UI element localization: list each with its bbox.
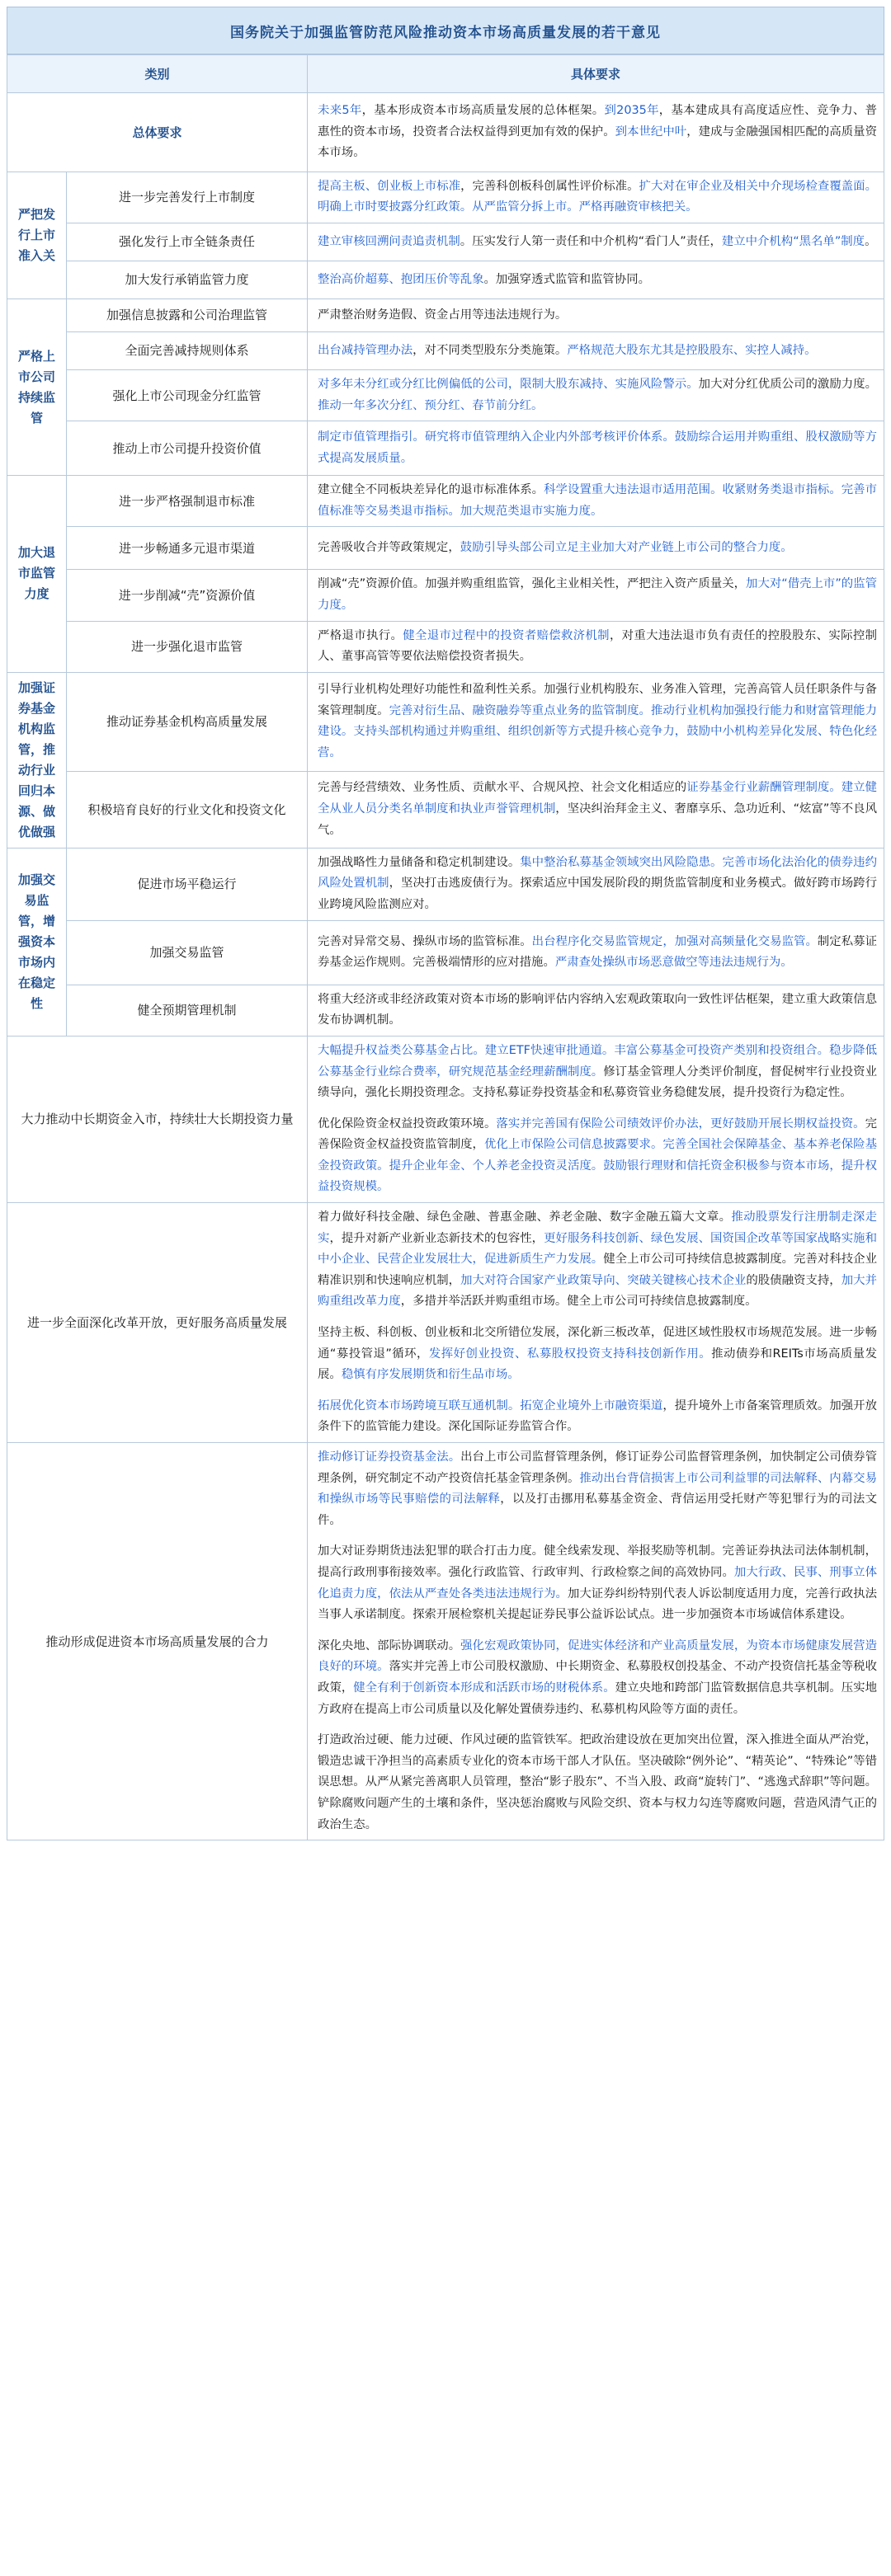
item-content xyxy=(308,621,884,672)
highlight-text: 到本世纪中叶 xyxy=(615,125,687,139)
item-label: 促进市场平稳运行 xyxy=(67,848,308,920)
body-text: 坚持主板、科创板、创业板和北交所错位发展，深化新三板改革，促进区域性股权市场规范发展。进一步畅通“募投管退”循环， xyxy=(318,1326,877,1361)
body-text: 引导行业机构处理好功能性和盈利性关系。加强行业机构股东、业务准入管理，完善高管人员任职条件与备案管理制度。 xyxy=(318,683,877,717)
body-text: 加大对证券期货违法犯罪的联合打击力度。健全线索发现、举报奖励等机制。完善证券执法司法体制机制，提高行政刑事衔接效率。强化行政监管、行政审判、行政检察之间的高效协同。 xyxy=(318,1544,877,1579)
body-text: 加大对分红优质公司的激励力度。 xyxy=(698,377,877,391)
wide-row xyxy=(7,1443,884,1840)
body-text: 完善保险资金权益投资监管制度， xyxy=(318,1116,877,1152)
highlight-text: 健全退市过程中的投资者赔偿救济机制 xyxy=(403,628,610,642)
highlight-text: 优化上市保险公司信息披露要求。完善全国社会保障基金、基本养老保险基金投资政策。提升企业年金、个人养老金投资灵活度。鼓励银行理财和信托资金积极参与资本市场，提升权益投资规模。 xyxy=(318,1138,877,1194)
highlight-text: 强化宏观政策协同，促进实体经济和产业高质量发展，为资本市场健康发展营造良好的环境。 xyxy=(318,1638,877,1674)
group-label: 加大退市监管力度 xyxy=(7,476,67,673)
body-text: 削减“壳”资源价值。加强并购重组监管，强化主业相关性，严把注入资产质量关， xyxy=(318,577,747,591)
item-content xyxy=(308,476,884,527)
wide-content xyxy=(308,1203,884,1443)
body-text: ，多措并举活跃并购重组市场。健全上市公司可持续信息披露制度。 xyxy=(400,1295,757,1309)
body-text: 建立央地和跨部门监管数据信息共享机制。压实地方政府在提高上市公司质量以及化解处置债券违约、私募机构风险等方面的责任。 xyxy=(318,1681,877,1716)
wide-content xyxy=(308,1036,884,1202)
body-text: ，对不同类型股东分类施策。 xyxy=(412,343,568,357)
header-category: 类别 xyxy=(7,55,308,93)
highlight-text: 更好服务科技创新、绿色发展、国资国企改革等国家战略实施和中小企业、民营企业发展壮大，促进新质生产力发展。 xyxy=(318,1231,877,1267)
wide-row xyxy=(7,1036,884,1202)
highlight-text: 推动股票发行注册制走深走实 xyxy=(318,1210,877,1245)
policy-row xyxy=(7,172,884,223)
highlight-text: 出台程序化交易监管规定，加强对高频量化交易监管。 xyxy=(531,934,818,948)
policy-row xyxy=(7,298,884,331)
item-label: 进一步削减“壳”资源价值 xyxy=(67,570,308,621)
policy-row xyxy=(7,369,884,421)
body-text: 严格退市执行。 xyxy=(318,628,403,642)
body-text: 完善对异常交易、操纵市场的监管标准。 xyxy=(318,934,532,948)
body-text: ，以及打击挪用私募基金资金、背信运用受托财产等犯罪行为的司法文件。 xyxy=(318,1492,877,1527)
highlight-text: 落实并完善国有保险公司绩效评价办法，更好鼓励开展长期权益投资。 xyxy=(496,1116,865,1131)
body-text: ，提升境外上市备案管理质效。加强开放条件下的监管能力建设。深化国际证券监管合作。 xyxy=(318,1398,877,1434)
body-text: 完善吸收合并等政策规定， xyxy=(318,541,460,555)
body-text: 的股债融资支持， xyxy=(746,1273,842,1287)
highlight-text: 出台减持管理办法 xyxy=(318,343,413,357)
paragraph xyxy=(318,1730,877,1836)
body-text: ，基本建成具有高度适应性、竞争力、普惠性的资本市场，投资者合法权益得到更加有效的保护。 xyxy=(318,104,877,139)
body-text: 。压实发行人第一责任和中介机构“看门人”责任， xyxy=(460,234,722,248)
policy-row xyxy=(7,672,884,771)
item-label: 加强交易监管 xyxy=(67,920,308,985)
item-label: 全面完善减持规则体系 xyxy=(67,331,308,369)
policy-row xyxy=(7,570,884,621)
policy-row xyxy=(7,527,884,570)
body-text: ，建成与金融强国相匹配的高质量资本市场。 xyxy=(318,125,877,160)
body-text: 出台上市公司监督管理条例，修订证券公司监督管理条例，加快制定公司债券管理条例，研究制定不动产投资信托基金管理条例。 xyxy=(318,1450,877,1485)
item-label: 进一步强化退市监管 xyxy=(67,621,308,672)
policy-row xyxy=(7,331,884,369)
policy-row xyxy=(7,771,884,848)
item-content xyxy=(308,570,884,621)
policy-row xyxy=(7,421,884,476)
highlight-text: 科学设置重大违法退市适用范围。收紧财务类退市指标。完善市值标准等交易类退市指标。加大规范类退市实施力度。 xyxy=(318,483,877,518)
paragraph xyxy=(318,1041,877,1104)
item-label: 推动证券基金机构高质量发展 xyxy=(67,672,308,771)
body-text: 深化央地、部际协调联动。 xyxy=(318,1638,461,1652)
policy-row xyxy=(7,223,884,261)
body-text: 严肃整治财务造假、资金占用等违法违规行为。 xyxy=(318,308,568,322)
item-content xyxy=(308,920,884,985)
overall-label: 总体要求 xyxy=(7,93,308,172)
item-content xyxy=(308,421,884,476)
table-header-row xyxy=(7,55,884,93)
body-text: 完善与经营绩效、业务性质、贡献水平、合规风控、社会文化相适应的 xyxy=(318,781,687,795)
group-label: 严格上市公司持续监管 xyxy=(7,298,67,475)
paragraph xyxy=(318,1541,877,1625)
highlight-text: 制定市值管理指引。研究将市值管理纳入企业内外部考核评价体系。鼓励综合运用并购重组、股权激励等方式提高发展质量。 xyxy=(318,430,877,465)
highlight-text: 推动一年多次分红、预分红、春节前分红。 xyxy=(318,398,544,412)
item-content xyxy=(308,369,884,421)
header-requirements: 具体要求 xyxy=(308,55,884,93)
body-text: 着力做好科技金融、绿色金融、普惠金融、养老金融、数字金融五篇大文章。 xyxy=(318,1210,732,1225)
table-body xyxy=(7,93,884,1840)
body-text: 推动债券和REITs市场高质量发展。 xyxy=(318,1347,877,1382)
body-text: 修订基金管理人分类评价制度，督促树牢行业投资业绩导向，强化长期投资理念。支持私募证券投资基金和私募资管业务稳健发展，提升投资行为稳定性。 xyxy=(318,1065,877,1100)
body-text: ，提升对新产业新业态新技术的包容性， xyxy=(329,1231,544,1245)
body-text: ，坚决打击逃废债行为。探索适应中国发展阶段的期货监管制度和业务模式。做好跨市场跨行业跨境风险监测应对。 xyxy=(318,877,877,912)
body-text: 。 xyxy=(865,234,877,248)
body-text: 落实并完善上市公司股权激励、中长期资金、私募股权创投基金、不动产投资信托基金等税收政策， xyxy=(318,1660,877,1695)
highlight-text: 加大对符合国家产业政策导向、突破关键核心技术企业 xyxy=(460,1273,747,1287)
paragraph xyxy=(318,1636,877,1720)
highlight-text: 鼓励引导头部公司立足主业加大对产业链上市公司的整合力度。 xyxy=(460,541,793,555)
body-text: 制定私募证券基金运作规则。完善极端情形的应对措施。 xyxy=(318,934,877,970)
item-label: 进一步严格强制退市标准 xyxy=(67,476,308,527)
item-content xyxy=(308,172,884,223)
body-text: 打造政治过硬、能力过硬、作风过硬的监管铁军。把政治建设放在更加突出位置，深入推进全面从严治党，锻造忠诚干净担当的高素质专业化的资本市场干部人才队伍。坚决破除“例外论”、“精英论”、“特殊论”等错误思想。从严从紧完善离职人员管理，整治“影子股东”、不当入股、政商“旋转门”、“逃逸式辞职”等问题。铲除腐败问题产生的土壤和条件，坚决惩治腐败与风险交织、资本与权力勾连等腐败问题，营造风清气正的政治生态。 xyxy=(318,1733,877,1831)
policy-row xyxy=(7,621,884,672)
wide-label: 推动形成促进资本市场高质量发展的合力 xyxy=(7,1443,308,1840)
highlight-text: 建立中介机构“黑名单”制度 xyxy=(721,234,865,248)
wide-row xyxy=(7,1203,884,1443)
highlight-text: 严肃查处操纵市场恶意做空等违法违规行为。 xyxy=(554,956,793,970)
highlight-text: 稳慎有序发展期货和衍生品市场。 xyxy=(341,1368,520,1382)
paragraph xyxy=(318,1323,877,1386)
body-text: ，坚决纠治拜金主义、奢靡享乐、急功近利、“炫富”等不良风气。 xyxy=(318,801,877,837)
overall-row xyxy=(7,93,884,172)
item-content xyxy=(308,298,884,331)
item-label: 进一步畅通多元退市渠道 xyxy=(67,527,308,570)
highlight-text: 对多年未分红或分红比例偏低的公司，限制大股东减持、实施风险警示。 xyxy=(318,377,699,391)
item-label: 强化上市公司现金分红监管 xyxy=(67,369,308,421)
item-label: 加强信息披露和公司治理监管 xyxy=(67,298,308,331)
policy-row xyxy=(7,985,884,1036)
overall-content xyxy=(308,93,884,172)
body-text: 加大证券纠纷特别代表人诉讼制度适用力度，完善行政执法当事人承诺制度。探索开展检察机关提起证券民事公益诉讼试点。进一步加强资本市场诚信体系建设。 xyxy=(318,1586,877,1622)
paragraph xyxy=(318,1396,877,1438)
wide-content xyxy=(308,1443,884,1840)
item-label: 推动上市公司提升投资价值 xyxy=(67,421,308,476)
body-text: 建立健全不同板块差异化的退市标准体系。 xyxy=(318,483,544,497)
wide-label: 进一步全面深化改革开放，更好服务高质量发展 xyxy=(7,1203,308,1443)
item-label: 进一步完善发行上市制度 xyxy=(67,172,308,223)
body-text: 将重大经济或非经济政策对资本市场的影响评估内容纳入宏观政策取向一致性评估框架，建立重大政策信息发布协调机制。 xyxy=(318,992,877,1027)
paragraph xyxy=(318,1207,877,1313)
item-content xyxy=(308,331,884,369)
highlight-text: 提高主板、创业板上市标准 xyxy=(318,179,461,193)
policy-row xyxy=(7,476,884,527)
body-text: ，完善科创板科创属性评价标准。 xyxy=(460,179,639,193)
wide-label: 大力推动中长期资金入市，持续壮大长期投资力量 xyxy=(7,1036,308,1202)
policy-table xyxy=(7,54,884,1840)
highlight-text: 加大对“借壳上市”的监管力度。 xyxy=(318,577,877,612)
highlight-text: 未来5年 xyxy=(318,104,362,117)
highlight-text: 加大行政、民事、刑事立体化追责力度，依法从严查处各类违法违规行为。 xyxy=(318,1565,877,1601)
item-content xyxy=(308,771,884,848)
document-title: 国务院关于加强监管防范风险推动资本市场高质量发展的若干意见 xyxy=(7,7,884,54)
policy-row xyxy=(7,920,884,985)
body-text: 。加强穿透式监管和监管协同。 xyxy=(483,272,650,286)
item-content xyxy=(308,223,884,261)
policy-row xyxy=(7,848,884,920)
policy-row xyxy=(7,261,884,298)
paragraph xyxy=(318,1114,877,1198)
highlight-text: 推动出台背信损害上市公司利益罪的司法解释、内幕交易和操纵市场等民事赔偿的司法解释 xyxy=(318,1471,877,1507)
highlight-text: 证券基金行业薪酬管理制度。建立健全从业人员分类名单制度和执业声誉管理机制 xyxy=(318,781,877,816)
highlight-text: 到2035年 xyxy=(604,104,659,117)
item-label: 强化发行上市全链条责任 xyxy=(67,223,308,261)
item-content xyxy=(308,527,884,570)
highlight-text: 加大并购重组改革力度 xyxy=(318,1273,877,1309)
item-label: 健全预期管理机制 xyxy=(67,985,308,1036)
highlight-text: 建立审核回溯问责追责机制 xyxy=(318,234,460,248)
group-label: 严把发行上市准入关 xyxy=(7,172,67,298)
highlight-text: 严格规范大股东尤其是控股股东、实控人减持。 xyxy=(567,343,817,357)
body-text: ，基本形成资本市场高质量发展的总体框架。 xyxy=(361,104,605,117)
group-label: 加强交易监管，增强资本市场内在稳定性 xyxy=(7,848,67,1036)
highlight-text: 推动修订证券投资基金法。 xyxy=(318,1450,461,1464)
paragraph xyxy=(318,1447,877,1531)
body-text: 健全上市公司可持续信息披露制度。完善对科技企业精准识别和快速响应机制， xyxy=(318,1253,877,1287)
body-text: 优化保险资金权益投资政策环境。 xyxy=(318,1116,497,1131)
item-content xyxy=(308,848,884,920)
group-label: 加强证券基金机构监管，推动行业回归本源、做优做强 xyxy=(7,672,67,848)
body-text: ，对重大违法退市负有责任的控股股东、实际控制人、董事高管等要依法赔偿投资者损失。 xyxy=(318,628,877,664)
highlight-text: 大幅提升权益类公募基金占比。建立ETF快速审批通道。丰富公募基金可投资产类别和投资组合。稳步降低公募基金行业综合费率，研究规范基金经理薪酬制度。 xyxy=(318,1043,877,1079)
highlight-text: 扩大对在审企业及相关中介现场检查覆盖面。明确上市时要披露分红政策。从严监管分拆上市。严格再融资审核把关。 xyxy=(318,179,877,214)
highlight-text: 完善对衍生品、融资融券等重点业务的监管制度。推动行业机构加强投行能力和财富管理能力建设。支持头部机构通过并购重组、组织创新等方式提升核心竞争力，鼓励中小机构差异化发展、特色化经营。 xyxy=(318,703,877,759)
highlight-text: 整治高价超募、抱团压价等乱象 xyxy=(318,272,484,286)
item-content xyxy=(308,672,884,771)
highlight-text: 集中整治私募基金领域突出风险隐患。完善市场化法治化的债券违约风险处置机制 xyxy=(318,855,877,891)
body-text: 加强战略性力量储备和稳定机制建设。 xyxy=(318,855,521,869)
item-content xyxy=(308,261,884,298)
highlight-text: 拓展优化资本市场跨境互联互通机制。拓宽企业境外上市融资渠道 xyxy=(318,1398,663,1413)
item-label: 积极培育良好的行业文化和投资文化 xyxy=(67,771,308,848)
item-label: 加大发行承销监管力度 xyxy=(67,261,308,298)
highlight-text: 发挥好创业投资、私募股权投资支持科技创新作用。 xyxy=(428,1347,712,1361)
item-content xyxy=(308,985,884,1036)
highlight-text: 健全有利于创新资本形成和活跃市场的财税体系。 xyxy=(353,1681,615,1695)
